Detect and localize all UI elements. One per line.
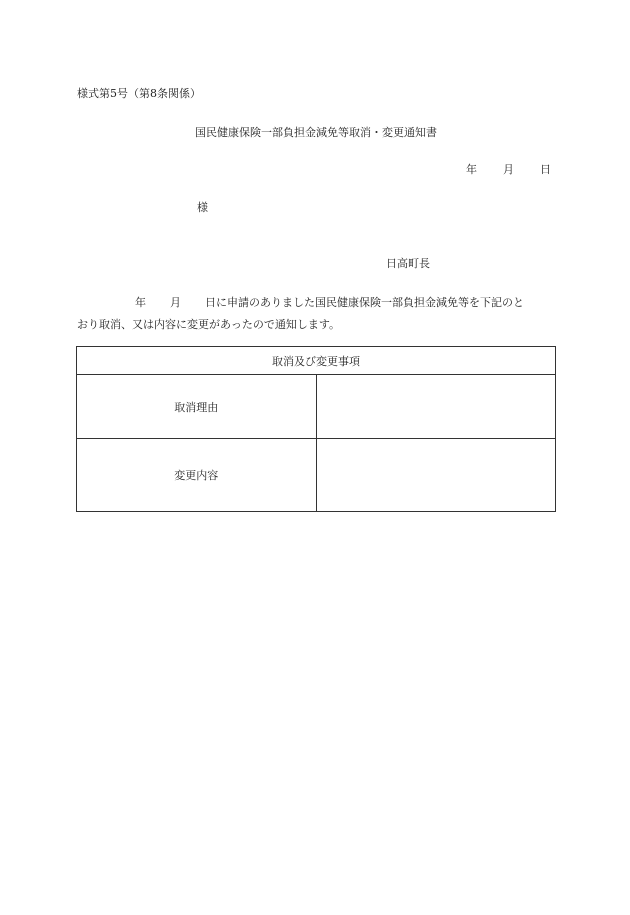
body-line-1 bbox=[77, 292, 555, 314]
notice-date bbox=[466, 161, 551, 177]
cancel-reason-label: 取消理由 bbox=[77, 375, 317, 439]
table-header-row bbox=[77, 347, 556, 375]
document-title: 国民健康保険一部負担金減免等取消・変更通知書 bbox=[195, 126, 437, 139]
table-header: 取消及び変更事項 bbox=[77, 347, 556, 375]
recipient-suffix: 様 bbox=[197, 201, 208, 214]
date-month-label: 月 bbox=[503, 163, 514, 176]
notice-body bbox=[77, 292, 555, 336]
form-number: 様式第5号（第8条関係） bbox=[77, 87, 201, 100]
body-year-label: 年 bbox=[135, 296, 146, 309]
change-content-value bbox=[316, 439, 556, 512]
cancel-reason-value bbox=[316, 375, 556, 439]
table-row-change-content bbox=[77, 439, 556, 512]
body-month-label: 月 bbox=[170, 296, 181, 309]
date-year-label: 年 bbox=[466, 163, 477, 176]
body-line-1-text: 日に申請のありました国民健康保険一部負担金減免等を下記のと bbox=[205, 296, 524, 309]
date-day-label: 日 bbox=[540, 163, 551, 176]
body-line-2: おり取消、又は内容に変更があったので通知します。 bbox=[77, 318, 341, 331]
change-content-label: 変更内容 bbox=[77, 439, 317, 512]
issuer-name: 日高町長 bbox=[386, 257, 430, 270]
table-row-cancel-reason bbox=[77, 375, 556, 439]
change-items-table bbox=[76, 346, 556, 512]
